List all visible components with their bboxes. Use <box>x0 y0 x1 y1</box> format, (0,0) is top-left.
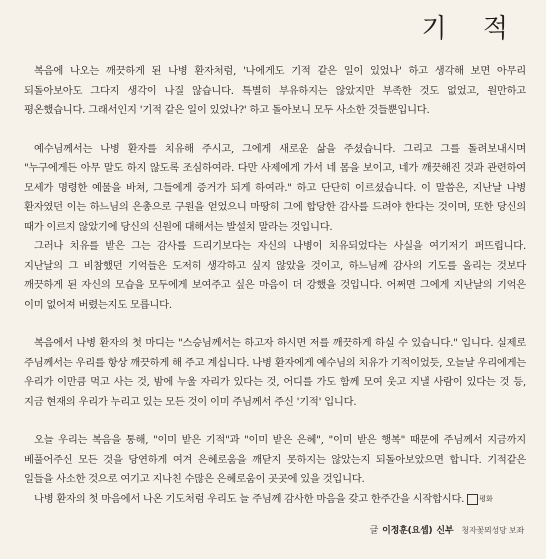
author-name: 이정훈(요셉) <box>382 526 433 536</box>
author-church: 청자꽃뫼성당 보좌 <box>461 526 524 535</box>
byline-glyph: 글 <box>369 526 379 536</box>
paragraph-spacer <box>24 412 526 431</box>
paragraph-spacer <box>24 121 526 140</box>
paragraph-2: 예수님께서는 나병 환자를 치유해 주시고, 그에게 새로운 삶을 주셨습니다. 그리고 그를 돌려보내시며 "누구에게든 아무 말도 하지 않도록 조심하여라. 다만 사제에게 가서 네 몸을 보이고, 네가 깨끗해진 것과 관련하여 모세가 명령한 예물을 바쳐, 그들에게 증거가 되게 하여라." 하고 단단히 이르셨습니다. 이 말씀은, 지난날 나병 환자였던 이는 하느님의 은총으로 구원을 얻었으니 마땅히 그에 합당한 감사를 드려야 한다는 것이며, 또한 당신의 때가 이르지 않았기에 당신의 신원에 대해서는 발설치 말라는 것입니다. <box>24 142 526 233</box>
article-body <box>24 62 526 509</box>
author-byline <box>370 523 524 536</box>
article-title: 기 적 <box>421 14 522 44</box>
author-role: 신부 <box>436 526 454 536</box>
paragraph-5: 오늘 우리는 복음을 통해, "이미 받은 기적"과 "이미 받은 은혜", "이미 받은 행복" 때문에 주님께서 지금까지 베풀어주신 모든 것을 당연하게 여겨 은혜로움을 깨닫지 못하지는 않았는지 되돌아보았으면 합니다. 기적같은 일들을 사소한 것으로 여기고 지나친 수많은 은혜로움이 곳곳에 있을 것입니다. <box>24 434 526 485</box>
paragraph-spacer <box>24 315 526 334</box>
paragraph-4: 복음에서 나병 환자의 첫 마디는 "스승님께서는 하고자 하시면 저를 깨끗하게 하실 수 있습니다." 입니다. 실제로 주님께서는 우리를 항상 깨끗하게 해 주고 계십니다. 나병 환자에게 예수님의 치유가 기적이었듯, 오늘날 우리에게는 우리가 이만큼 먹고 사는 것, 밤에 누울 자리가 있다는 것, 어디를 가도 함께 모여 웃고 지낼 사람이 있다는 것 등, 지금 현재의 우리가 누리고 있는 모든 것이 이미 주님께서 주신 '기적' 입니다. <box>24 337 526 408</box>
paragraph-6 <box>24 490 526 510</box>
paragraph-1: 복음에 나오는 깨끗하게 된 나병 환자처럼, '나에게도 기적 같은 일이 있었나' 하고 생각해 보면 아무리 되돌아보아도 그다지 생각이 나질 않습니다. 특별히 부유하지는 않았지만 부족한 것도 없었고, 원만하고 평온했습니다. 그래서인지 '기적 같은 일이 있었나?' 하고 돌아보니 모두 사소한 것들뿐입니다. <box>24 65 526 116</box>
end-mark-icon: 평화 <box>467 494 478 505</box>
paragraph-6-text: 나병 환자의 첫 마음에서 나온 기도처럼 우리도 늘 주님께 감사한 마음을 갖고 한주간을 시작합시다. <box>34 492 465 505</box>
paragraph-3: 그러나 치유를 받은 그는 감사를 드리기보다는 자신의 나병이 치유되었다는 사실을 여기저기 퍼뜨립니다. 지난날의 그 비참했던 기억들은 도저히 생각하고 싶지 않았을 것이고, 하느님께 감사의 기도를 올리는 것보다 깨끗하게 된 자신의 모습을 모두에게 보여주고 싶은 마음이 더 강했을 것입니다. 어쩌면 그에게 지난날의 기억은 이미 없어져 버렸는지도 모릅니다. <box>24 240 526 311</box>
